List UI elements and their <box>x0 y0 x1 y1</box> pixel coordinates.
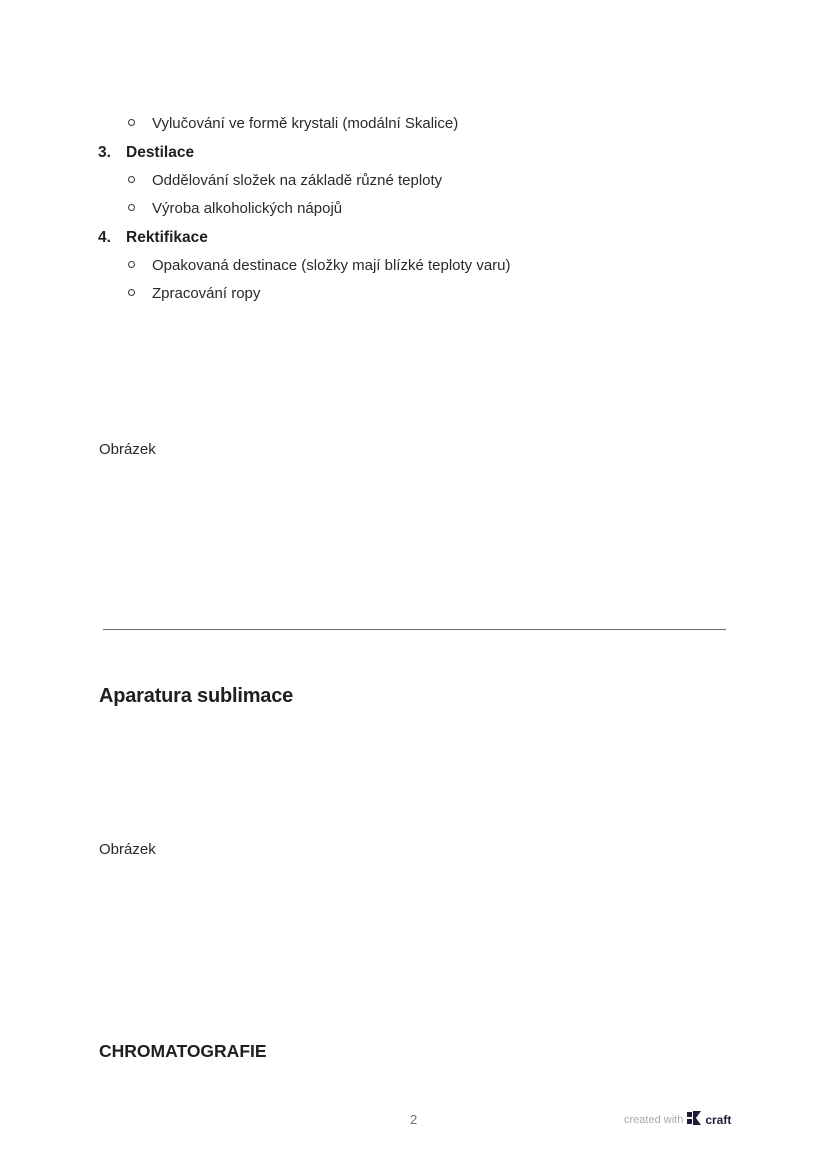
section-heading: Aparatura sublimace <box>99 685 294 707</box>
chromatography-heading: CHROMATOGRAFIE <box>99 1041 267 1061</box>
image-placeholder-text: Obrázek <box>99 841 156 858</box>
numbered-list-item <box>98 143 194 163</box>
list-number: 4. <box>98 229 111 246</box>
list-item-title: Rektifikace <box>126 229 208 246</box>
hollow-bullet-icon <box>128 119 135 126</box>
list-sub-item: Oddělování složek na základě různé teploty <box>128 171 442 191</box>
list-sub-item: Vylučování ve formě krystali (modální Skalice) <box>128 114 458 134</box>
list-number: 3. <box>98 144 111 161</box>
craft-brand-label: craft <box>705 1112 732 1127</box>
hollow-bullet-icon <box>128 176 135 183</box>
hollow-bullet-icon <box>128 289 135 296</box>
numbered-list-item <box>98 228 208 248</box>
craft-logo-icon <box>687 1111 702 1128</box>
page-number: 2 <box>410 1112 418 1127</box>
horizontal-divider <box>103 629 726 630</box>
image-placeholder-text: Obrázek <box>99 441 156 458</box>
list-sub-item: Zpracování ropy <box>128 284 260 304</box>
created-with-craft-badge[interactable] <box>624 1111 731 1128</box>
created-with-label: created with <box>624 1113 684 1126</box>
hollow-bullet-icon <box>128 261 135 268</box>
list-item-title: Destilace <box>126 144 195 161</box>
hollow-bullet-icon <box>128 204 135 211</box>
list-sub-item: Výroba alkoholických nápojů <box>128 199 342 219</box>
list-sub-item: Opakovaná destinace (složky mají blízké teploty varu) <box>128 256 511 276</box>
